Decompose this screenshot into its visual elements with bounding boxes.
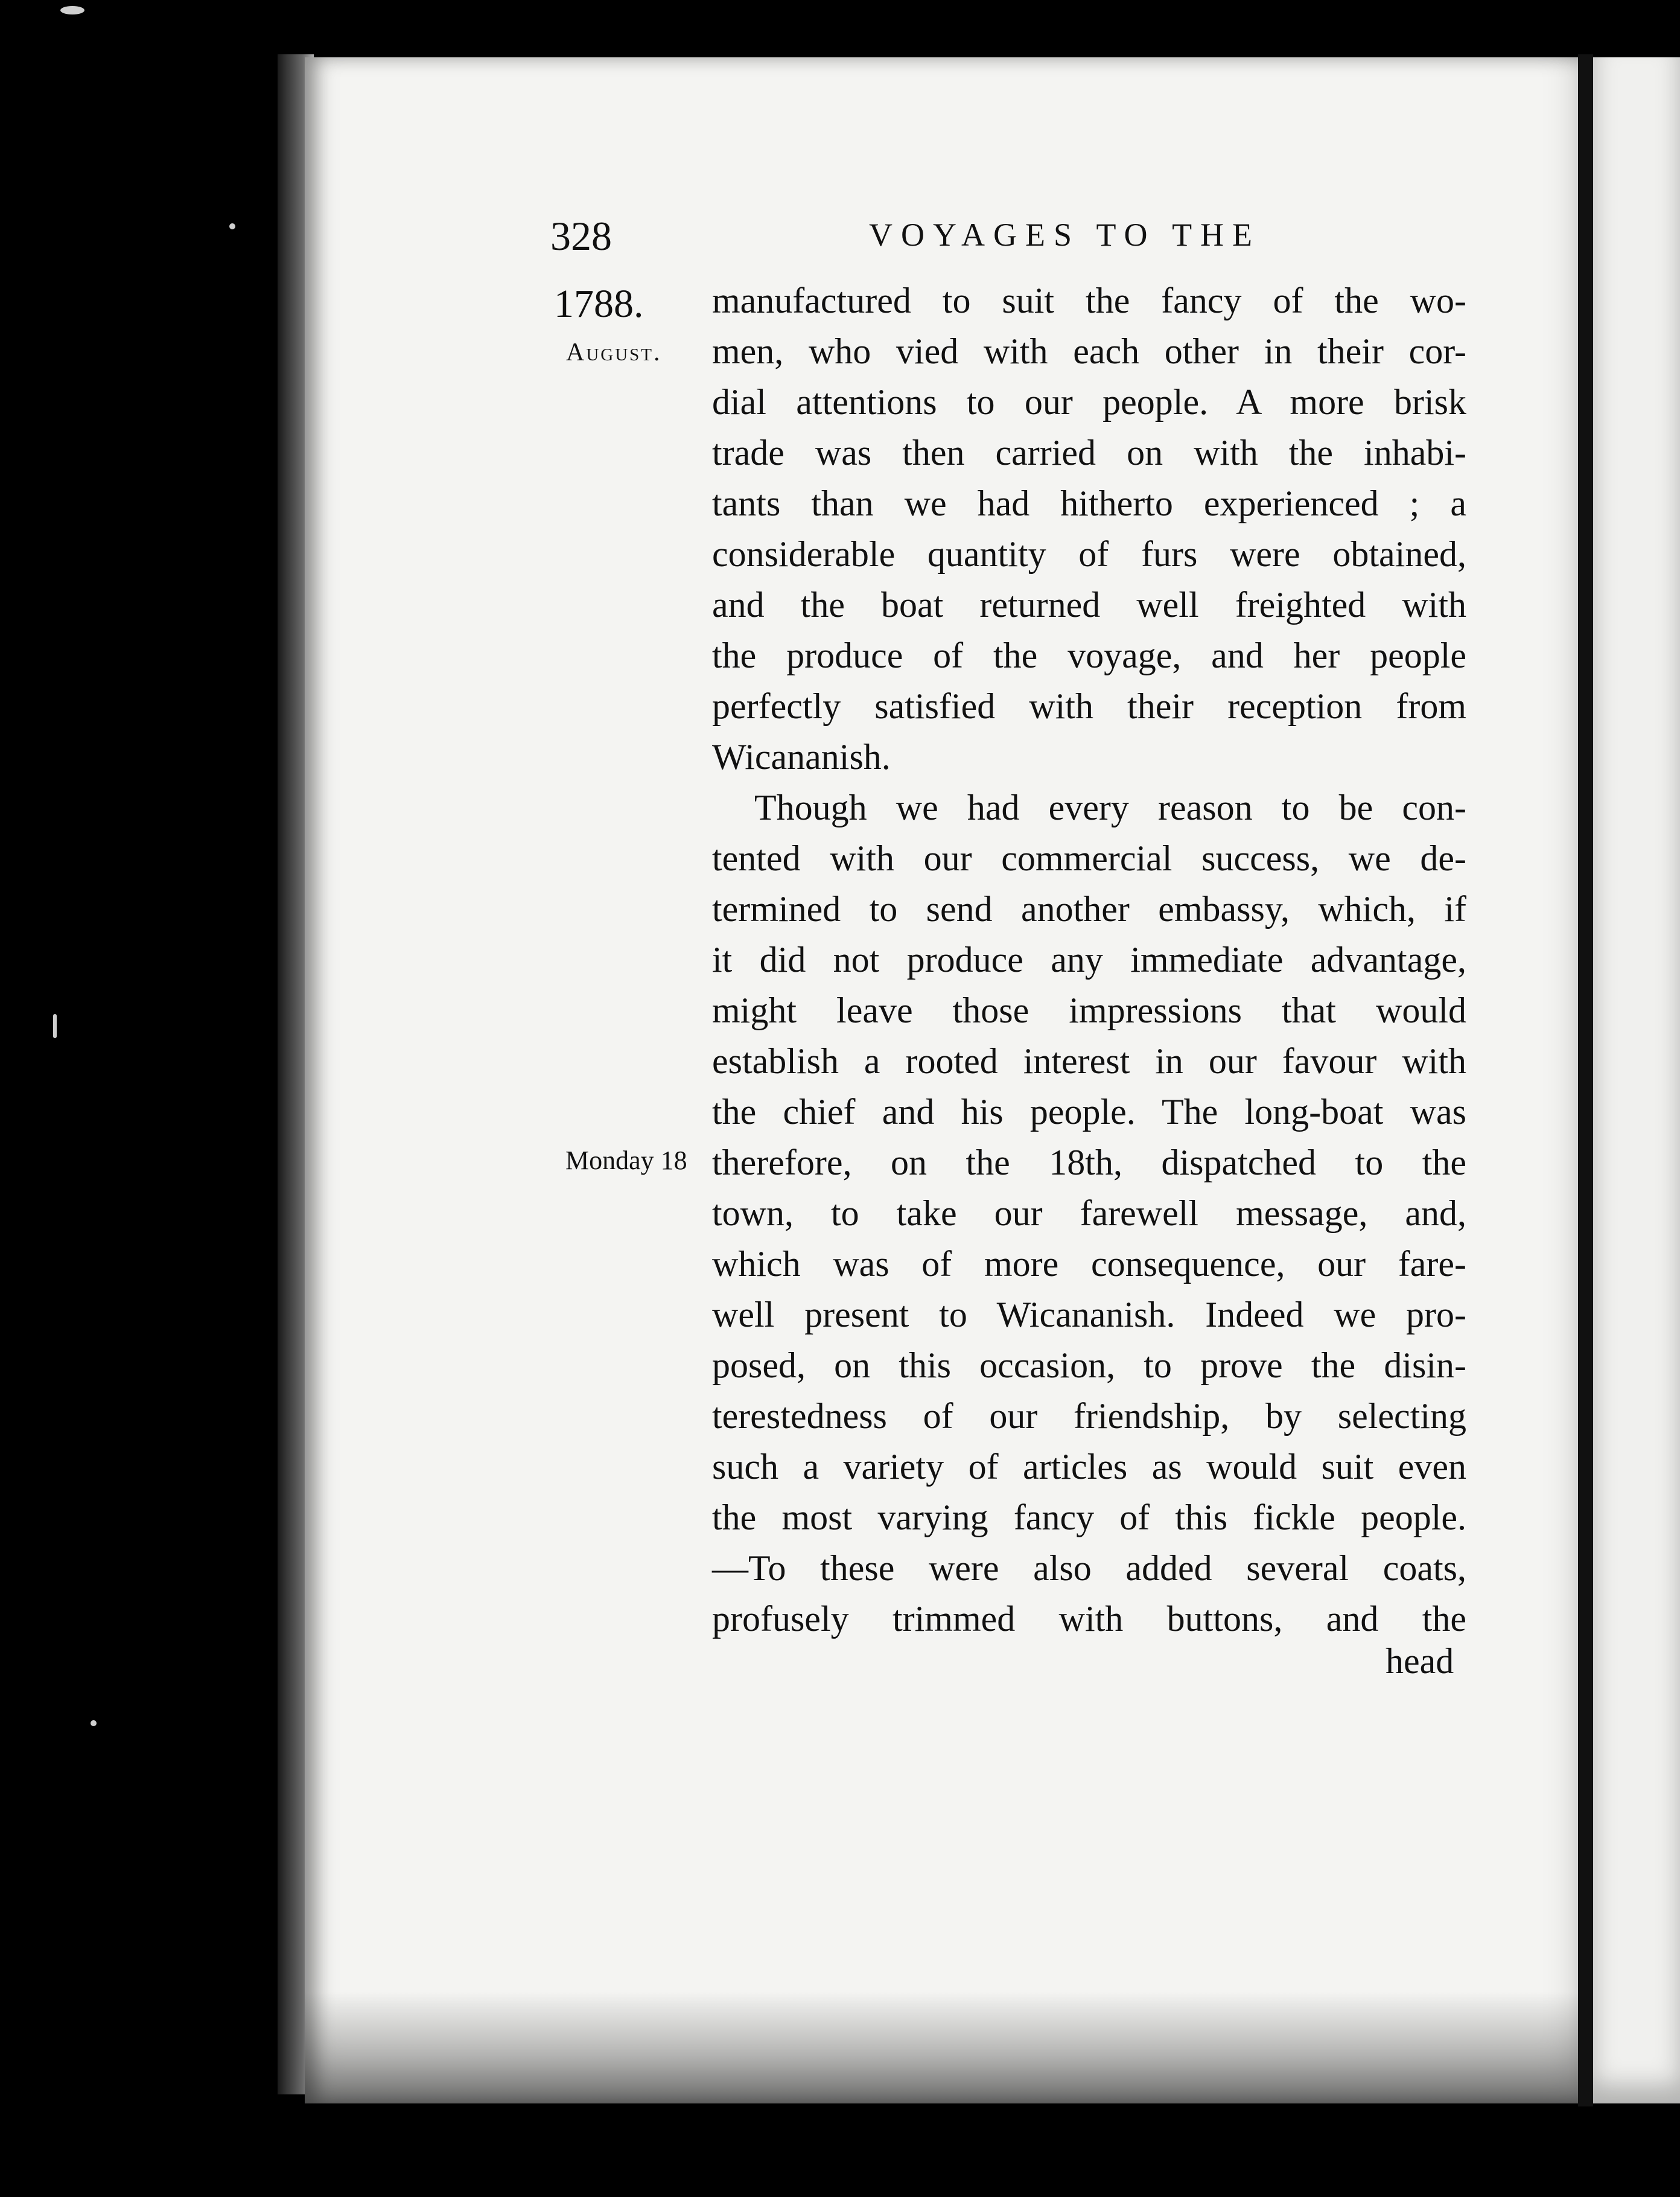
page-number: 328 <box>550 213 612 259</box>
text-line: it did not produce any immediate advantage, <box>712 940 1466 980</box>
text-line: perfectly satisfied with their reception from <box>712 686 1466 726</box>
margin-date-note: Monday 18 <box>565 1146 687 1175</box>
page-gutter <box>1578 54 1593 2106</box>
paper-speck <box>53 1014 57 1038</box>
text-line: men, who vied with each other in their cor- <box>712 331 1466 371</box>
text-line: manufactured to suit the fancy of the wo- <box>712 281 1466 320</box>
text-line: and the boat returned well freighted with <box>712 585 1466 625</box>
text-line: establish a rooted interest in our favour with <box>712 1041 1466 1081</box>
paper-speck <box>60 6 84 14</box>
text-line: such a variety of articles as would suit even <box>712 1447 1466 1487</box>
text-line: the produce of the voyage, and her people <box>712 636 1466 675</box>
text-line: posed, on this occasion, to prove the disin- <box>712 1345 1466 1385</box>
text-line: dial attentions to our people. A more brisk <box>712 382 1466 422</box>
page-bottom-shadow <box>305 1992 1578 2103</box>
text-line: trade was then carried on with the inhabi- <box>712 433 1466 473</box>
text-line: terestedness of our friendship, by selecting <box>712 1396 1466 1436</box>
text-line: considerable quantity of furs were obtained, <box>712 534 1466 574</box>
text-line: Though we had every reason to be con- <box>754 788 1466 827</box>
text-line: tented with our commercial success, we de- <box>712 838 1466 878</box>
text-line: might leave those impressions that would <box>712 990 1466 1030</box>
paper-speck <box>91 1720 97 1726</box>
text-line: tants than we had hitherto experienced ; a <box>712 483 1466 523</box>
text-line: well present to Wicananish. Indeed we pro- <box>712 1295 1466 1334</box>
margin-month: August. <box>566 339 662 366</box>
running-title: VOYAGES TO THE <box>869 217 1261 253</box>
text-line: therefore, on the 18th, dispatched to the <box>712 1143 1466 1182</box>
adjacent-page-edge <box>1593 57 1680 2103</box>
text-line: the most varying fancy of this fickle people. <box>712 1497 1466 1537</box>
text-line: which was of more consequence, our fare- <box>712 1244 1466 1284</box>
catchword: head <box>1386 1641 1454 1681</box>
text-line: termined to send another embassy, which, if <box>712 889 1466 929</box>
text-line: town, to take our farewell message, and, <box>712 1193 1466 1233</box>
text-line: profusely trimmed with buttons, and the <box>712 1599 1466 1639</box>
text-line: Wicananish. <box>712 737 891 777</box>
text-line: the chief and his people. The long-boat was <box>712 1092 1466 1132</box>
margin-year: 1788. <box>554 282 644 326</box>
text-line: —To these were also added several coats, <box>712 1548 1466 1588</box>
paper-speck <box>229 223 235 229</box>
